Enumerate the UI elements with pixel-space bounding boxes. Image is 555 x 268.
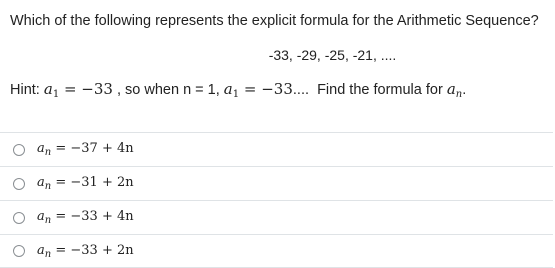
hint-eq1: = −33 [59, 80, 113, 98]
hint-term-a1 [44, 80, 113, 98]
answer-sub: n [44, 147, 52, 158]
sequence-text: -33, -29, -25, -21, .... [268, 47, 397, 63]
answer-formula [37, 243, 134, 260]
hint-text [10, 80, 466, 100]
answer-option-1[interactable] [0, 132, 553, 166]
hint-end: . [462, 82, 467, 98]
answer-var: a [37, 242, 45, 258]
answer-sub: n [44, 215, 52, 226]
radio-button[interactable] [13, 178, 25, 190]
hint-var-a-2: a [223, 80, 233, 98]
hint-eq2: = −33 [239, 80, 293, 98]
answer-rhs: = −33 + 2n [51, 242, 134, 258]
radio-button[interactable] [13, 144, 25, 156]
radio-button[interactable] [13, 212, 25, 224]
hint-ellipsis: .... [292, 82, 310, 98]
answer-rhs: = −31 + 2n [51, 175, 134, 190]
answer-var: a [37, 209, 45, 224]
answer-var: a [37, 175, 45, 190]
answer-formula [37, 209, 134, 226]
answer-option-3[interactable] [0, 200, 553, 234]
hint-mid: , so when n = 1, [112, 82, 224, 98]
answer-list [0, 132, 553, 268]
answer-sub: n [44, 248, 52, 260]
hint-find: Find the formula for [309, 82, 447, 98]
question-text: Which of the following represents the explicit formula for the Arithmetic Sequence? [10, 13, 539, 29]
hint-sub-1-2: 1 [232, 89, 240, 100]
answer-var: a [37, 141, 45, 156]
hint-term-a1-second [224, 80, 293, 98]
hint-sub-1: 1 [52, 89, 60, 100]
answer-formula [37, 141, 134, 158]
hint-term-an [447, 80, 462, 98]
answer-rhs: = −33 + 4n [51, 209, 134, 224]
answer-option-2[interactable] [0, 166, 553, 200]
answer-option-4[interactable] [0, 234, 553, 268]
hint-var-a: a [43, 80, 53, 98]
hint-sub-n: n [455, 89, 463, 100]
hint-label: Hint: [10, 82, 40, 98]
answer-rhs: = −37 + 4n [51, 141, 134, 156]
hint-var-a-3: a [446, 80, 456, 98]
answer-formula [37, 175, 134, 192]
answer-sub: n [44, 181, 52, 192]
radio-button[interactable] [13, 245, 25, 257]
